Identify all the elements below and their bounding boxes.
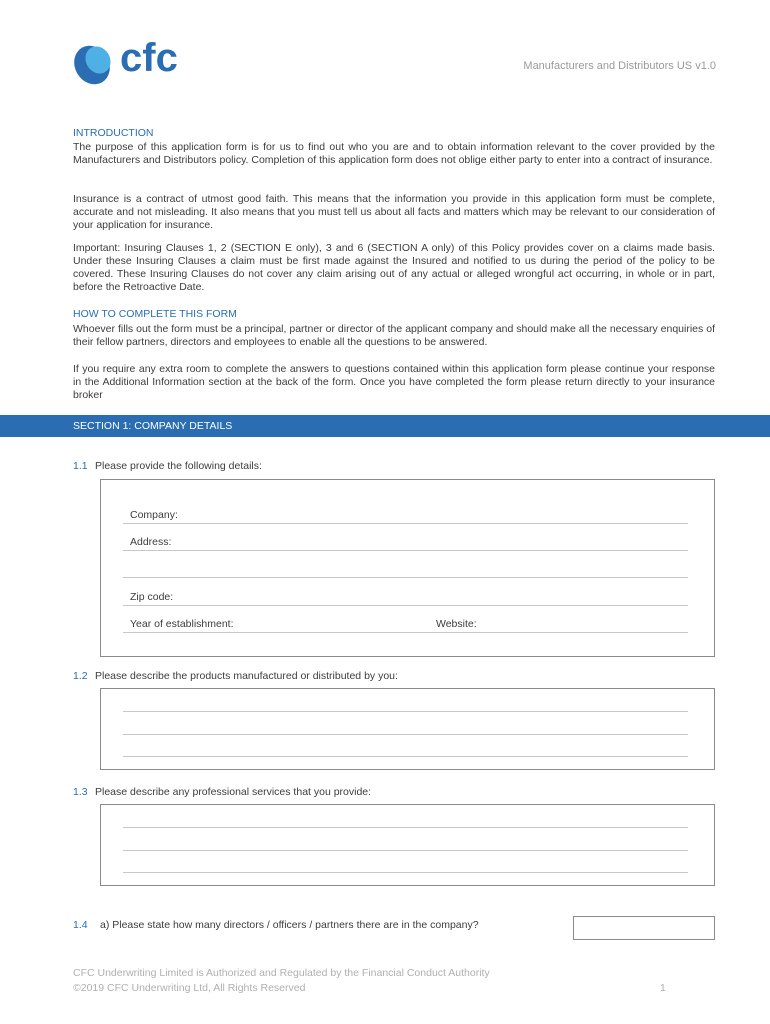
address-label: Address:	[130, 536, 172, 548]
products-line-3	[123, 756, 688, 757]
section-1-title: SECTION 1: COMPANY DETAILS	[73, 420, 233, 432]
services-line-2	[123, 850, 688, 851]
question-1-2-text: Please describe the products manufactured or distributed by you:	[95, 670, 398, 682]
page-number: 1	[660, 982, 666, 994]
zip-code-input-line[interactable]	[123, 605, 688, 606]
zip-code-label: Zip code:	[130, 591, 174, 603]
address-input-line-1[interactable]	[123, 550, 688, 551]
question-1-1-text: Please provide the following details:	[95, 460, 262, 472]
question-1-3-number: 1.3	[73, 786, 88, 798]
company-details-box	[100, 479, 715, 657]
website-label: Website:	[436, 618, 477, 630]
introduction-paragraph-1: The purpose of this application form is for us to find out who you are and to obtain information relevant to the cover provided by the Manufacturers and Distributors policy. Completion of this application form does not oblige either party to enter into a contract of insurance.	[73, 141, 715, 166]
services-answer-box[interactable]	[100, 804, 715, 886]
question-1-4-text: a) Please state how many directors / officers / partners there are in the company?	[100, 919, 479, 931]
footer-regulation-text: CFC Underwriting Limited is Authorized and Regulated by the Financial Conduct Authority	[73, 967, 490, 979]
document-version: Manufacturers and Distributors US v1.0	[523, 60, 716, 72]
question-1-1-number: 1.1	[73, 460, 88, 472]
question-1-2-number: 1.2	[73, 670, 88, 682]
question-1-3-text: Please describe any professional services that you provide:	[95, 786, 372, 798]
products-answer-box[interactable]	[100, 688, 715, 770]
products-line-1	[123, 711, 688, 712]
footer-copyright: ©2019 CFC Underwriting Ltd, All Rights Reserved	[73, 982, 306, 994]
cfc-logo	[72, 36, 192, 90]
how-to-paragraph-1: Whoever fills out the form must be a principal, partner or director of the applicant company and should make all the necessary enquiries of their fellow partners, directors and employees to enable all the questions to be answered.	[73, 323, 715, 348]
company-input-line[interactable]	[123, 523, 688, 524]
services-line-1	[123, 827, 688, 828]
introduction-paragraph-2: Insurance is a contract of utmost good faith. This means that the information you provide in this application form must be complete, accurate and not misleading. It also means that you must tell us about all facts and matters which may be relevant to our consideration of your application for insurance.	[73, 193, 715, 231]
introduction-paragraph-3: Important: Insuring Clauses 1, 2 (SECTION E only), 3 and 6 (SECTION A only) of this Policy provides cover on a claims made basis. Under these Insuring Clauses a claim must be first made against the Insured and notified to us during the period of the policy to be covered. These Insuring Clauses do not cover any claim arising out of any actual or alleged wrongful act occurring, in whole or in part, before the Retroactive Date.	[73, 242, 715, 293]
introduction-heading: INTRODUCTION	[73, 127, 154, 139]
cfc-logo-icon	[72, 40, 118, 86]
how-to-paragraph-2: If you require any extra room to complete the answers to questions contained within this application form please continue your response in the Additional Information section at the back of the form. Once you have completed the form please return directly to your insurance broker	[73, 363, 715, 401]
logo-text: cfc	[120, 36, 178, 80]
services-line-3	[123, 872, 688, 873]
directors-count-input[interactable]	[573, 916, 715, 940]
how-to-heading: HOW TO COMPLETE THIS FORM	[73, 308, 237, 320]
section-1-header	[0, 415, 770, 437]
company-label: Company:	[130, 509, 178, 521]
address-input-line-2[interactable]	[123, 577, 688, 578]
products-line-2	[123, 734, 688, 735]
question-1-4-number: 1.4	[73, 919, 88, 931]
year-of-establishment-label: Year of establishment:	[130, 618, 234, 630]
year-website-input-line[interactable]	[123, 632, 688, 633]
